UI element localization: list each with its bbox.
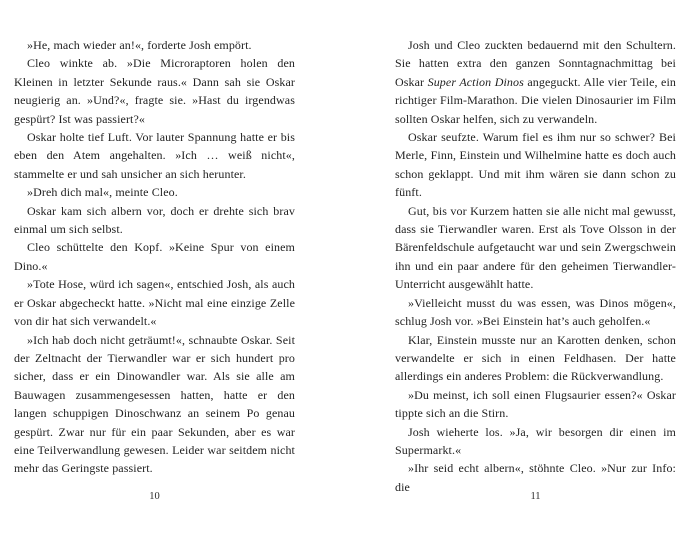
paragraph-text: Josh und Cleo zuckten bedauernd mit den Schultern. Sie hatten extra den ganzen Sonntagnachmittag bei Oskar <box>395 38 676 89</box>
paragraph: Cleo schüttelte den Kopf. »Keine Spur von einem Dino.« <box>14 240 295 273</box>
paragraph: »He, mach wieder an!«, forderte Josh empört. <box>27 38 252 52</box>
paragraph: »Du meinst, ich soll einen Flugsaurier essen?« Oskar tippte sich an die Stirn. <box>395 387 676 421</box>
paragraph: Oskar seufzte. Warum fiel es ihm nur so schwer? Bei Merle, Finn, Einstein und Wilhelmine hatte es doch auch schon geklappt. Und mit ihm wären sie dann schon zu fünft. <box>395 130 676 200</box>
page-right-text <box>395 36 676 496</box>
page-left-text <box>14 36 295 478</box>
paragraph: Oskar kam sich albern vor, doch er drehte sich brav einmal um sich selbst. <box>14 203 295 237</box>
book-title-italic: Super Action Dinos <box>427 74 524 89</box>
paragraph: »Ich hab doch nicht geträumt!«, schnaubte Oskar. Seit der Zeltnacht der Tierwandler war er sich hundert pro sicher, dass er ein Dinowandler war. Als sie alle am Bauwagen zusammengesessen hatten, hatte er den langen schuppigen Dinoschwanz an seinem Po genau gespürt. Zwar nur für ein paar Sekunden, aber es war eine Teilverwandlung gewesen. Leider war seitdem nicht mehr das Geringste passiert. <box>14 332 295 476</box>
paragraph: »Vielleicht musst du was essen, was Dinos mögen«, schlug Josh vor. »Bei Einstein hat’s auch geholfen.« <box>395 295 676 329</box>
paragraph: Oskar holte tief Luft. Vor lauter Spannung hatte er bis eben den Atem angehalten. »Ich … weiß nicht«, stammelte er und sah unsicher an sich herunter. <box>14 130 295 181</box>
page-number-right: 11 <box>530 491 541 502</box>
paragraph: Josh wieherte los. »Ja, wir besorgen dir einen im Supermarkt.« <box>395 424 676 457</box>
paragraph: »Tote Hose, würd ich sagen«, entschied Josh, als auch er Oskar abgecheckt hatte. »Nicht mal eine einzige Zelle von dir hat sich verwandelt.« <box>14 277 295 329</box>
page-number-left: 10 <box>149 491 160 502</box>
paragraph: Klar, Einstein musste nur an Karotten denken, schon verwandelte er sich in einen Feldhasen. Der hatte allerdings ein anderes Problem: die Rückverwandlung. <box>395 332 676 384</box>
page-right <box>345 0 690 552</box>
paragraph-text: angeguckt. Alle vier Teile, ein richtiger Film-Marathon. Die vielen Dinosaurier im Film sollten Oskar helfen, sich zu verwandeln. <box>395 74 676 126</box>
paragraph <box>395 36 676 128</box>
paragraph: Gut, bis vor Kurzem hatten sie alle nicht mal gewusst, dass sie Tierwandler waren. Erst als Tove Olsson in der Bärenfeldschule aufgetaucht war und sein Zwergschwein ihn und ein paar andere für den geheimen Tierwandler-Unterricht ausgewählt hatte. <box>395 203 676 292</box>
paragraph: »Ihr seid echt albern«, stöhnte Cleo. »Nur zur Info: die <box>395 461 676 494</box>
paragraph: Cleo winkte ab. »Die Microraptoren holen den Kleinen in letzter Sekunde raus.« Dann sah sie Oskar neugierig an. »Und?«, fragte sie. »Hast du irgendwas gespürt? Ist was passiert?« <box>14 56 295 126</box>
paragraph: »Dreh dich mal«, meinte Cleo. <box>27 185 178 200</box>
